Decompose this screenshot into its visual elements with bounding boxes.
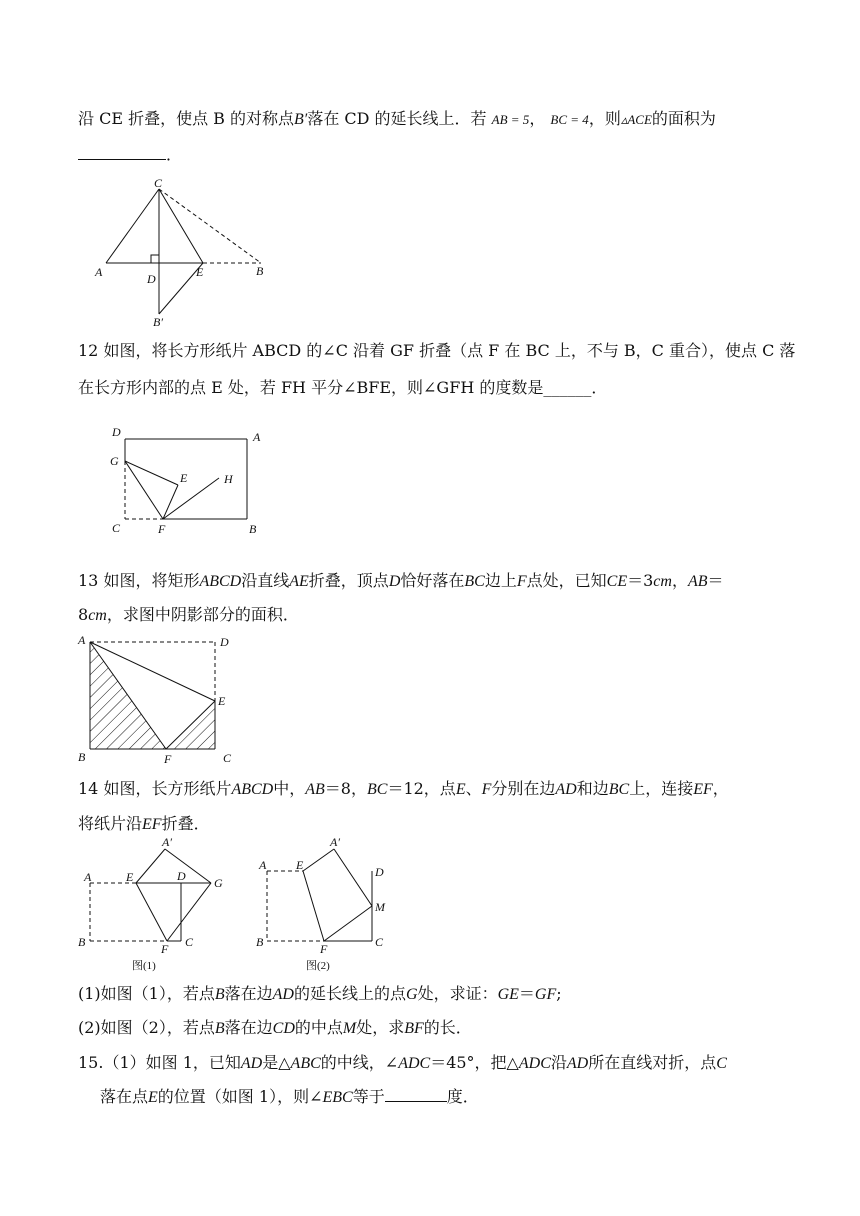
label-E: E <box>126 870 134 884</box>
caption-fig-2: 图(2) <box>306 960 330 972</box>
label-F: F <box>320 942 328 956</box>
label-F: F <box>164 752 172 766</box>
label-D: D <box>220 635 229 649</box>
label-A: A <box>253 430 261 444</box>
problem-11-line-2: ． <box>78 144 182 166</box>
label-E: E <box>180 471 188 485</box>
label-G: G <box>110 454 119 468</box>
caption-fig-1: 图(1) <box>132 960 156 972</box>
label-B: B <box>78 750 86 764</box>
label-C: C <box>112 521 121 535</box>
label-D: D <box>112 425 121 439</box>
figure-11 <box>90 176 280 329</box>
label-E: E <box>296 858 304 872</box>
label-A: A <box>259 858 267 872</box>
label-B: B <box>256 264 264 278</box>
label-A: A <box>95 265 103 279</box>
label-B: B <box>256 935 264 949</box>
label-C: C <box>185 935 194 949</box>
problem-12-line-2: 在长方形内部的点 E 处，若 FH 平分∠BFE，则∠GFH 的度数是______． <box>78 378 608 397</box>
label-C: C <box>223 751 232 765</box>
problem-15-line-1: 15.（1）如图 1，已知AD是△ABC的中线，∠ADC＝45°，把△ADC沿AD所在直线对折，点C <box>78 1053 727 1072</box>
label-A: A <box>84 870 92 884</box>
label-E: E <box>218 694 226 708</box>
label-C: C <box>375 935 384 949</box>
label-D: D <box>147 272 156 286</box>
label-F: F <box>158 522 166 536</box>
label-A-prime: A′ <box>330 835 340 849</box>
figure-14-2 <box>254 836 404 976</box>
answer-blank <box>385 1087 447 1102</box>
label-C: C <box>154 176 163 190</box>
label-H: H <box>224 472 233 486</box>
label-B: B <box>249 522 257 536</box>
figure-14-1 <box>74 836 239 976</box>
figure-12 <box>108 420 288 545</box>
label-D: D <box>177 869 186 883</box>
problem-12-line-1: 12 如图，将长方形纸片 ABCD 的∠C 沿着 GF 折叠（点 F 在 BC 上，不与 B，C 重合），使点 C 落 <box>78 341 796 360</box>
problem-13-line-2: 8cm，求图中阴影部分的面积． <box>78 605 299 624</box>
label-A: A <box>78 633 86 647</box>
label-D: D <box>375 865 384 879</box>
label-B-prime: B′ <box>153 315 163 329</box>
problem-14-question-2: (2)如图（2），若点B落在边CD的中点M处，求BF的长． <box>78 1018 472 1037</box>
label-G: G <box>214 876 223 890</box>
problem-13-line-1: 13 如图，将矩形ABCD沿直线AE折叠，顶点D恰好落在BC边上F点处，已知CE＝3cm，AB＝ <box>78 571 724 590</box>
label-A-prime: A′ <box>162 835 172 849</box>
problem-14-question-1: (1)如图（1），若点B落在边AD的延长线上的点G处，求证：GE＝GF; <box>78 984 562 1003</box>
label-M: M <box>375 900 385 914</box>
label-F: F <box>161 942 169 956</box>
problem-14-line-1: 14 如图，长方形纸片ABCD中，AB＝8，BC＝12，点E、F分别在边AD和边BC上，连接EF， <box>78 779 729 798</box>
problem-11-line-1: 沿 CE 折叠，使点 B 的对称点B′落在 CD 的延长线上．若 AB = 5， BC = 4，则▵ACE的面积为 <box>78 109 716 128</box>
problem-15-line-2: 落在点E的位置（如图 1），则∠EBC等于 度． <box>100 1087 479 1106</box>
problem-14-line-2: 将纸片沿EF折叠． <box>78 814 210 833</box>
label-B: B <box>78 935 86 949</box>
answer-blank <box>78 145 166 160</box>
label-E: E <box>196 265 204 279</box>
figure-13 <box>76 632 246 770</box>
